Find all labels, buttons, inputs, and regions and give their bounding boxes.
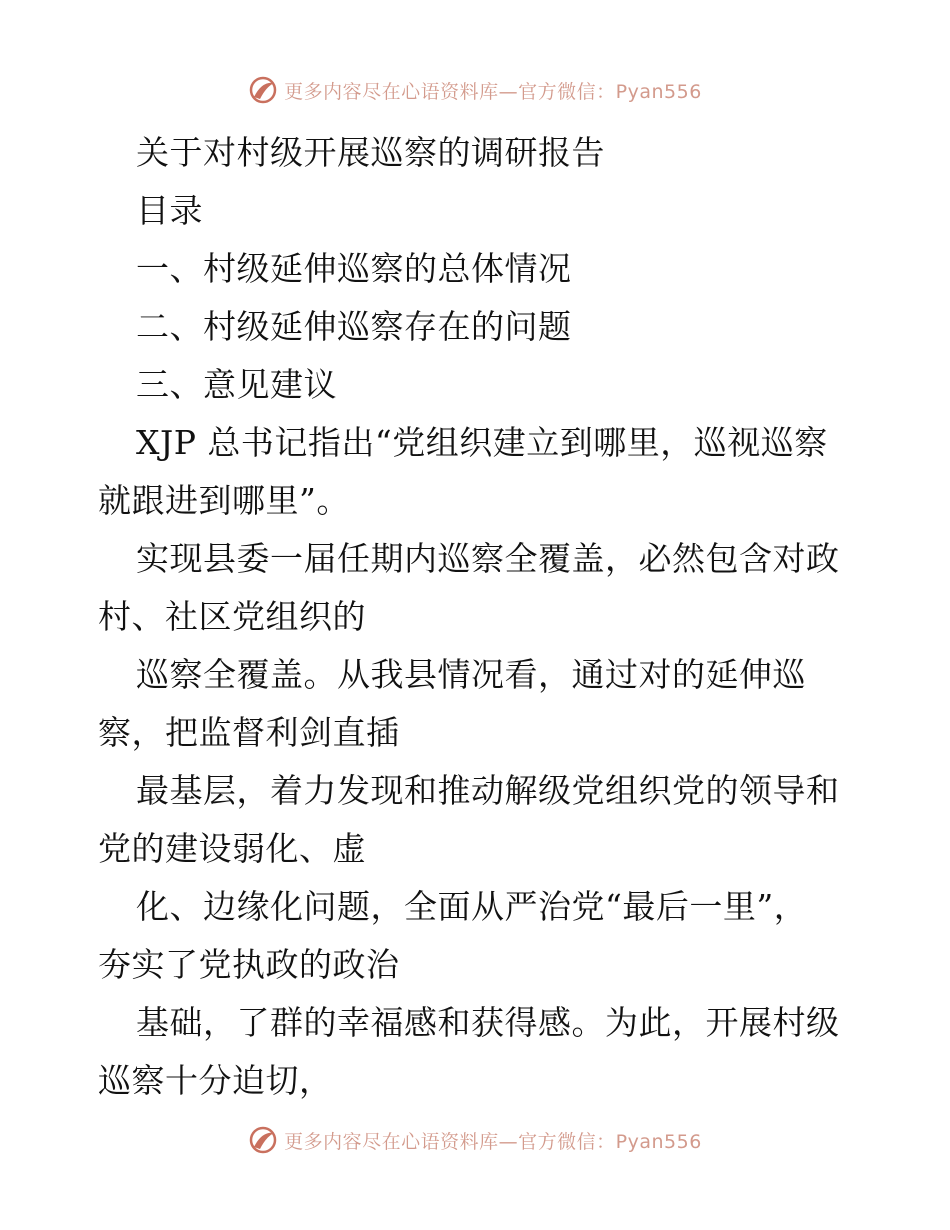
text-line: 就跟进到哪里”。 bbox=[98, 481, 350, 520]
text-line: XJP 总书记指出“党组织建立到哪里，巡视巡察 bbox=[136, 423, 828, 462]
watermark-text: 更多内容尽在心语资料库—官方微信：Pyan556 bbox=[284, 1130, 702, 1153]
text-line: 村、社区党组织的 bbox=[98, 597, 366, 636]
text-line: 巡察十分迫切， bbox=[98, 1061, 333, 1100]
text-line: 化、边缘化问题，全面从严治党“最后一里”， bbox=[136, 887, 808, 926]
pen-logo-icon bbox=[248, 75, 278, 105]
text-line: 党的建设弱化、虚 bbox=[98, 829, 366, 868]
pen-logo-icon bbox=[248, 1125, 278, 1155]
text-line: 二、村级延伸巡察存在的问题 bbox=[136, 307, 572, 346]
watermark-header bbox=[0, 70, 950, 110]
watermark-footer bbox=[0, 1120, 950, 1160]
text-line: 基础，了群的幸福感和获得感。为此，开展村级 bbox=[136, 1003, 840, 1042]
text-line: 三、意见建议 bbox=[136, 365, 337, 404]
text-line: 实现县委一届任期内巡察全覆盖，必然包含对政 bbox=[136, 539, 840, 578]
text-line: 巡察全覆盖。从我县情况看，通过对的延伸巡 bbox=[136, 655, 806, 694]
text-line: 夯实了党执政的政治 bbox=[98, 945, 400, 984]
watermark-text: 更多内容尽在心语资料库—官方微信：Pyan556 bbox=[284, 80, 702, 103]
document-body bbox=[98, 124, 852, 1110]
text-line: 关于对村级开展巡察的调研报告 bbox=[136, 133, 605, 172]
text-line: 一、村级延伸巡察的总体情况 bbox=[136, 249, 572, 288]
text-line: 目录 bbox=[136, 191, 203, 230]
text-line: 察，把监督利剑直插 bbox=[98, 713, 400, 752]
text-line: 最基层，着力发现和推动解级党组织党的领导和 bbox=[136, 771, 840, 810]
